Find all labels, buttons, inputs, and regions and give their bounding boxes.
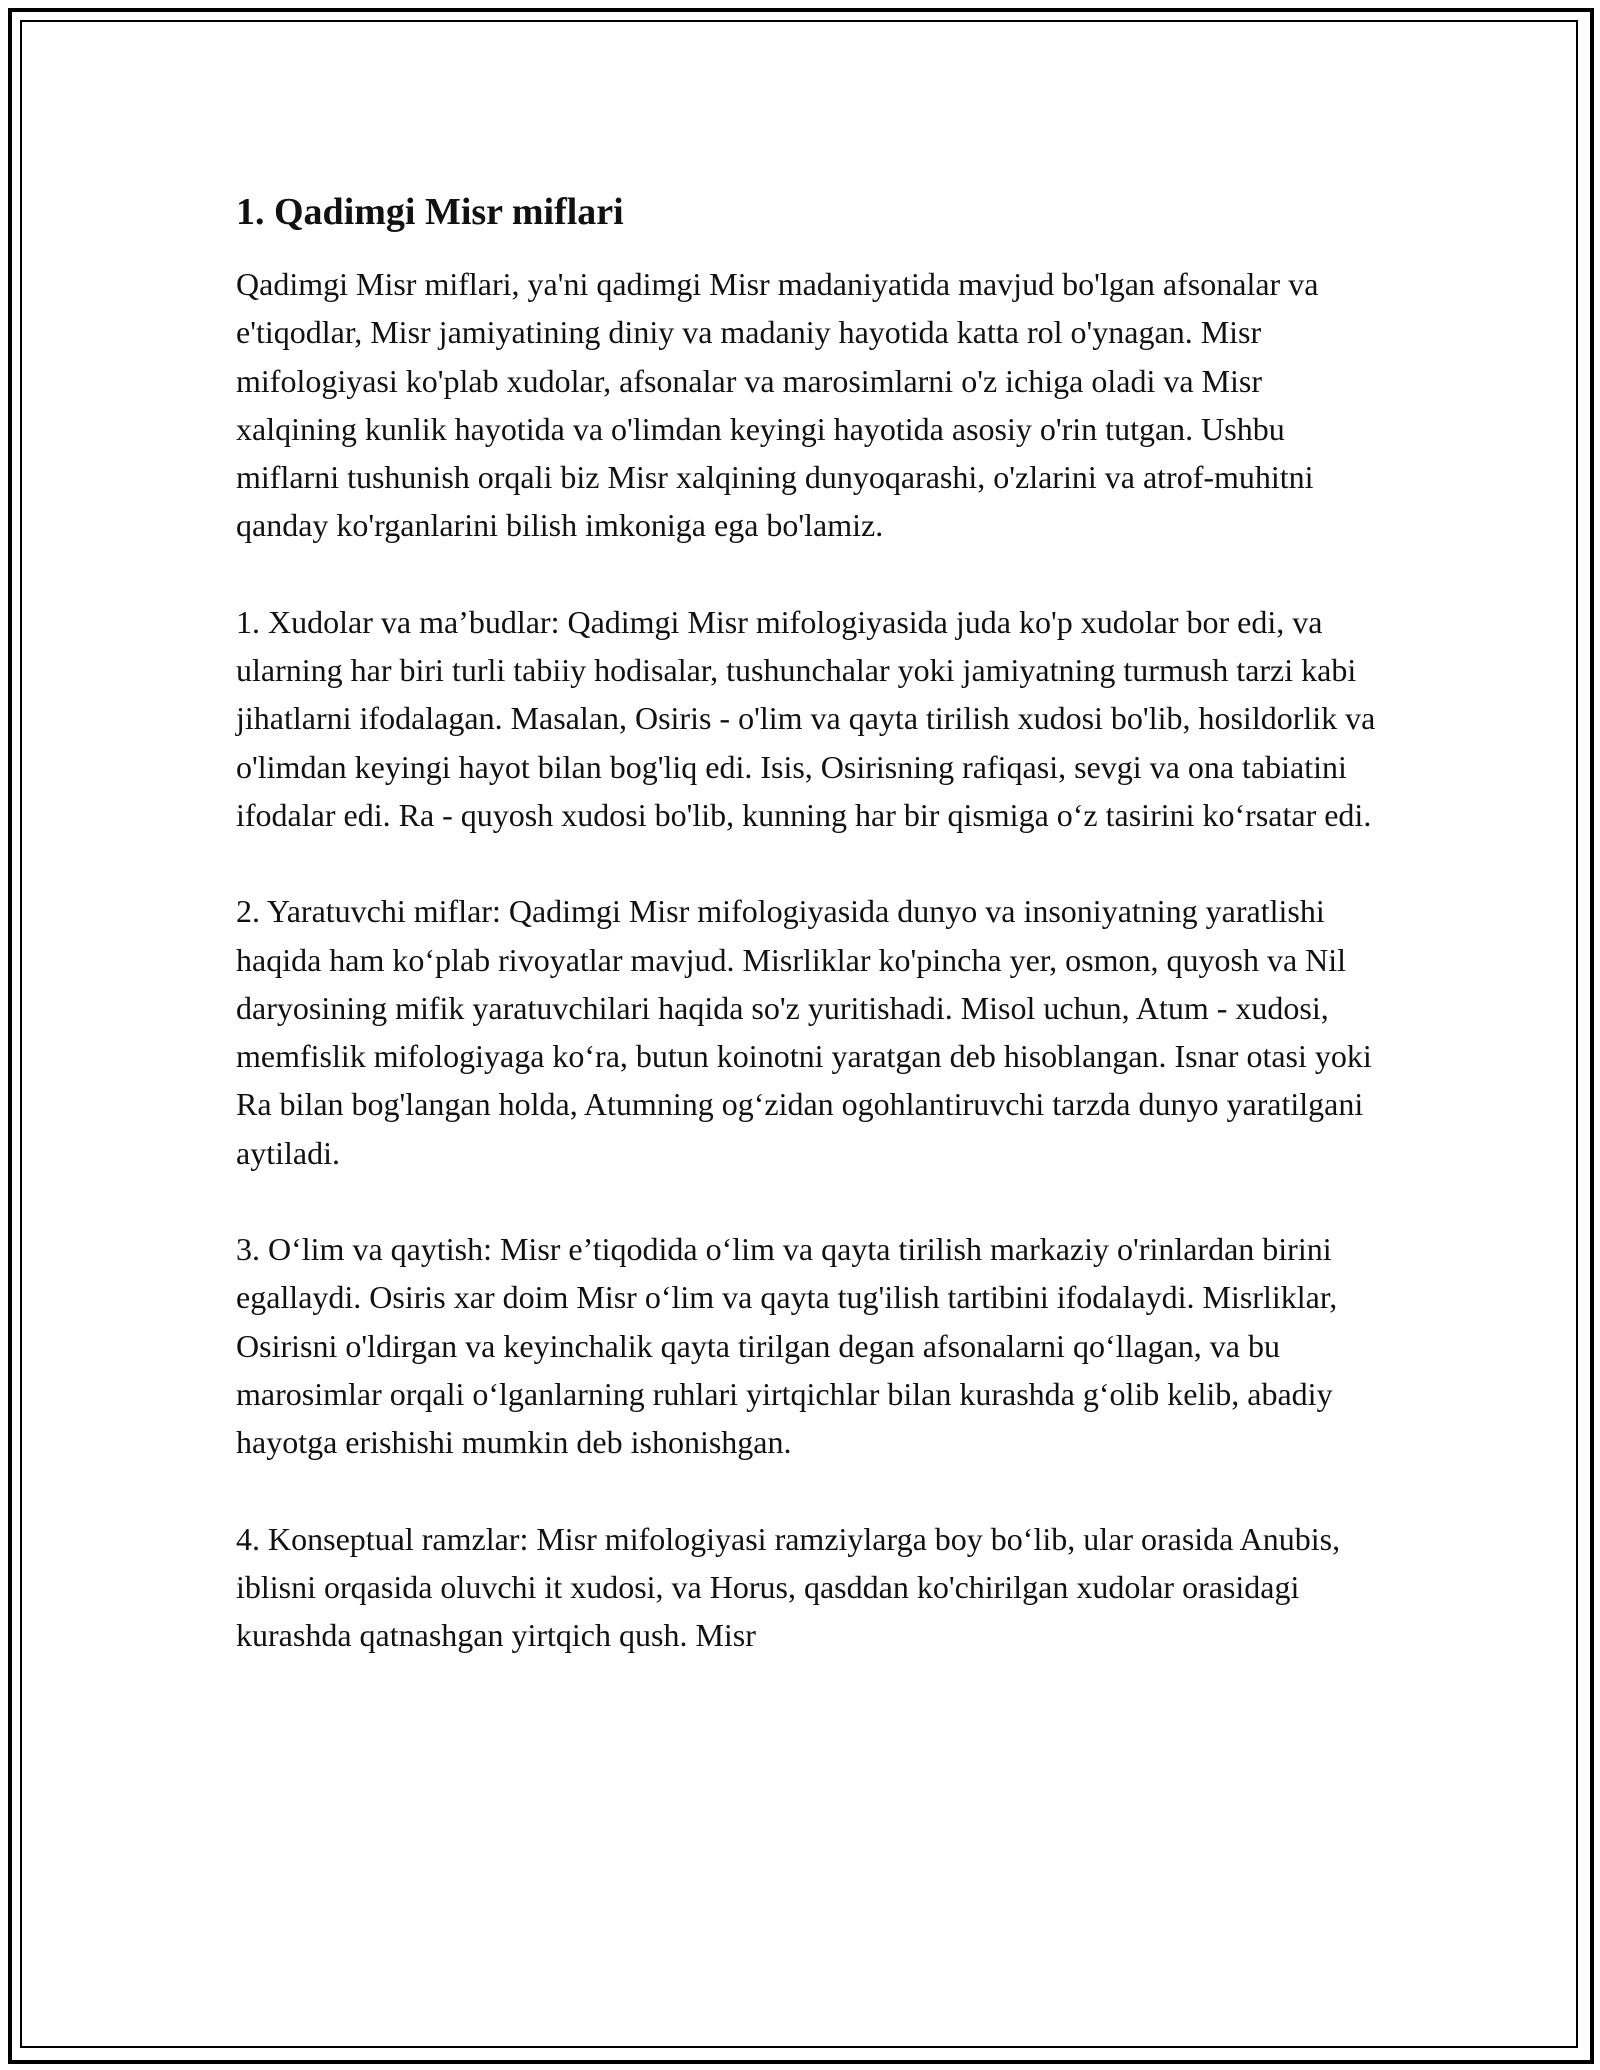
paragraph-creation-myths: 2. Yaratuvchi miflar: Qadimgi Misr mifologiyasida dunyo va insoniyatning yaratlishi haqida ham ko‘plab rivoyatlar mavjud. Misrliklar ko'pincha yer, osmon, quyosh va Nil daryosining mifik yaratuvchilari haqida so'z yuritishadi. Misol uchun, Atum - xudosi, memfislik mifologiyaga ko‘ra, butun koinotni yaratgan deb hisoblangan. Isnar otasi yoki Ra bilan bog'langan holda, Atumning og‘zidan ogohlantiruvchi tarzda dunyo yaratilgani aytiladi. [236, 893, 1372, 1171]
paragraph-intro: Qadimgi Misr miflari, ya'ni qadimgi Misr madaniyatida mavjud bo'lgan afsonalar va e'tiqodlar, Misr jamiyatining diniy va madaniy hayotida katta rol o'ynagan. Misr mifologiyasi ko'plab xudolar, afsonalar va marosimlarni o'z ichiga oladi va Misr xalqining kunlik hayotida va o'limdan keyingi hayotida asosiy o'rin tutgan. Ushbu miflarni tushunish orqali biz Misr xalqining dunyoqarashi, o'zlarini va atrof-muhitni qanday ko'rganlarini bilish imkoniga ega bo'lamiz. [236, 266, 1319, 544]
document-body [236, 188, 1386, 1707]
paragraph-gods: 1. Xudolar va ma’budlar: Qadimgi Misr mifologiyasida juda ko'p xudolar bor edi, va ularning har biri turli tabiiy hodisalar, tushunchalar yoki jamiyatning turmush tarzi kabi jihatlarni ifodalagan. Masalan, Osiris - o'lim va qayta tirilish xudosi bo'lib, hosildorlik va o'limdan keyingi hayot bilan bog'liq edi. Isis, Osirisning rafiqasi, sevgi va ona tabiatini ifodalar edi. Ra - quyosh xudosi bo'lib, kunning har bir qismiga o‘z tasirini ko‘rsatar edi. [236, 603, 1376, 833]
paragraph-symbols: 4. Konseptual ramzlar: Misr mifologiyasi ramziylarga boy bo‘lib, ular orasida Anubis, iblisni orqasida oluvchi it xudosi, va Horus, qasddan ko'chirilgan xudolar orasidagi kurashda qatnashgan yirtqich qush. Misr [236, 1520, 1341, 1654]
paragraph-death-return: 3. O‘lim va qaytish: Misr e’tiqodida o‘lim va qayta tirilish markaziy o'rinlardan birini egallaydi. Osiris xar doim Misr o‘lim va qayta tug'ilish tartibini ifodalaydi. Misrliklar, Osirisni o'ldirgan va keyinchalik qayta tirilgan degan afsonalarni qo‘llagan, va bu marosimlar orqali o‘lganlarning ruhlari yirtqichlar bilan kurashda g‘olib kelib, abadiy hayotga erishishi mumkin deb ishonishgan. [236, 1231, 1338, 1461]
section-heading: 1. Qadimgi Misr miflari [236, 191, 624, 233]
